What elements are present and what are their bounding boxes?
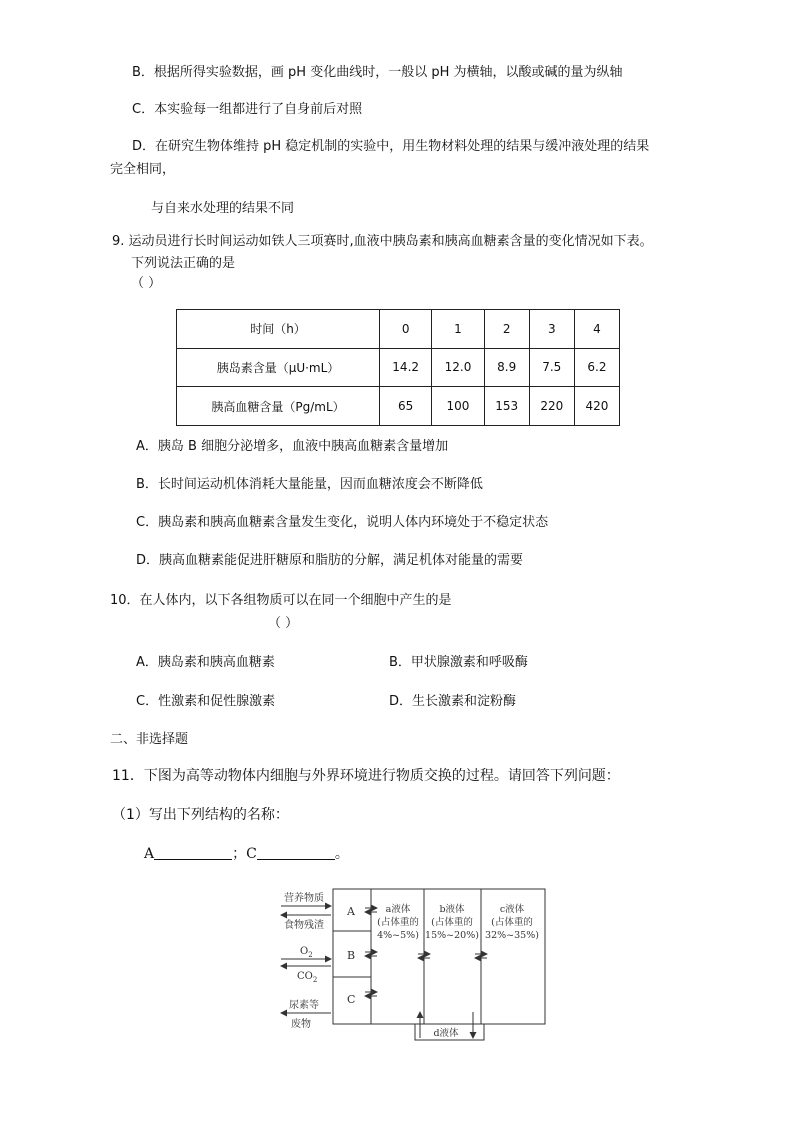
table-cell: 1 [432,310,484,349]
label-residue: 食物残渣 [284,920,324,931]
fluid-a-note: (占体重的 [377,917,419,928]
table-cell: 0 [380,310,432,349]
q8-option-c: C．本实验每一组都进行了自身前后对照 [132,102,363,117]
fluid-c-note: (占体重的 [491,917,533,928]
q9-option-b: B．长时间运动机体消耗大量能量，因而血糖浓度会不断降低 [136,477,483,492]
q10-stem: 10．在人体内，以下各组物质可以在同一个细胞中产生的是 [110,593,452,608]
fluid-c-range: 32%~35%) [485,930,539,941]
q10-option-a: A．胰岛素和胰高血糖素 [136,655,275,670]
table-cell: 8.9 [484,348,529,387]
organ-b-label: B [347,949,356,962]
q10-option-d: D．生长激素和淀粉酶 [389,694,517,709]
label-urea: 尿素等 [289,1000,319,1011]
q9-option-a: A．胰岛 B 细胞分泌增多，血液中胰高血糖素含量增加 [136,439,449,454]
table-cell: 14.2 [380,348,432,387]
fluid-b-name: b液体 [439,904,465,915]
fluid-a-range: 4%~5%) [377,930,419,941]
label-co2: $CO_2$ [297,971,318,984]
q9-stem-line2: 下列说法正确的是 [131,256,236,271]
q9-data-table [176,309,620,426]
fluid-b-range: 15%~20%) [425,930,479,941]
q10-option-b: B．甲状腺激素和呼吸酶 [389,655,528,670]
table-row [177,348,620,387]
table-cell: 420 [574,387,619,426]
table-row-label: 胰高血糖含量（Pg/mL） [177,387,380,426]
q9-option-d: D．胰高血糖素能促进肝糖原和脂肪的分解，满足机体对能量的需要 [136,553,524,568]
table-cell: 65 [380,387,432,426]
blank-c[interactable] [257,845,335,860]
fill-label-a: A [144,846,155,862]
exchange-diagram [276,886,548,1042]
fluid-c-name: c液体 [499,904,525,915]
fluid-a-name: a液体 [385,904,411,915]
table-cell: 153 [484,387,529,426]
label-nutrients: 营养物质 [284,893,324,904]
table-row [177,310,620,349]
q8-option-b: B．根据所得实验数据，画 pH 变化曲线时，一般以 pH 为横轴，以酸或碱的量为纵轴 [132,65,623,80]
fill-sep: ；C [232,846,257,862]
fluid-d-name: d液体 [433,1028,459,1039]
q9-stem-line1: 9. 运动员进行长时间运动如铁人三项赛时,血液中胰岛素和胰高血糖素含量的变化情况如下表。 [112,234,653,249]
section-heading: 二、非选择题 [110,732,189,747]
q8-option-d-line2: 完全相同， [110,162,176,177]
q10-answer-paren: （ ） [268,616,299,631]
table-cell: 6.2 [574,348,619,387]
table-cell: 3 [529,310,574,349]
q11-fill-in-line [144,845,349,863]
q8-option-d-line3: 与自来水处理的结果不同 [151,201,295,216]
q11-stem: 11．下图为高等动物体内细胞与外界环境进行物质交换的过程。请回答下列问题： [112,768,620,784]
label-o2: $O_2$ [300,946,313,959]
blank-a[interactable] [154,845,232,860]
fluid-b-note: (占体重的 [431,917,473,928]
table-header-time: 时间（h） [177,310,380,349]
organ-c-label: C [347,993,356,1006]
q9-answer-paren: （ ） [131,276,162,291]
table-row [177,387,620,426]
table-row-label: 胰岛素含量（μU·mL） [177,348,380,387]
table-cell: 12.0 [432,348,484,387]
organ-a-label: A [347,905,355,918]
table-cell: 7.5 [529,348,574,387]
q11-sub1: （1）写出下列结构的名称： [112,807,289,823]
table-cell: 100 [432,387,484,426]
q9-option-c: C．胰岛素和胰高血糖素含量发生变化，说明人体内环境处于不稳定状态 [136,515,549,530]
table-cell: 2 [484,310,529,349]
q10-option-c: C．性激素和促性腺激素 [136,694,276,709]
label-waste: 废物 [291,1019,311,1030]
q8-option-d-line1: D．在研究生物体维持 pH 稳定机制的实验中，用生物材料处理的结果与缓冲液处理的结果 [132,139,650,154]
table-cell: 220 [529,387,574,426]
fill-end: 。 [334,846,349,862]
table-cell: 4 [574,310,619,349]
